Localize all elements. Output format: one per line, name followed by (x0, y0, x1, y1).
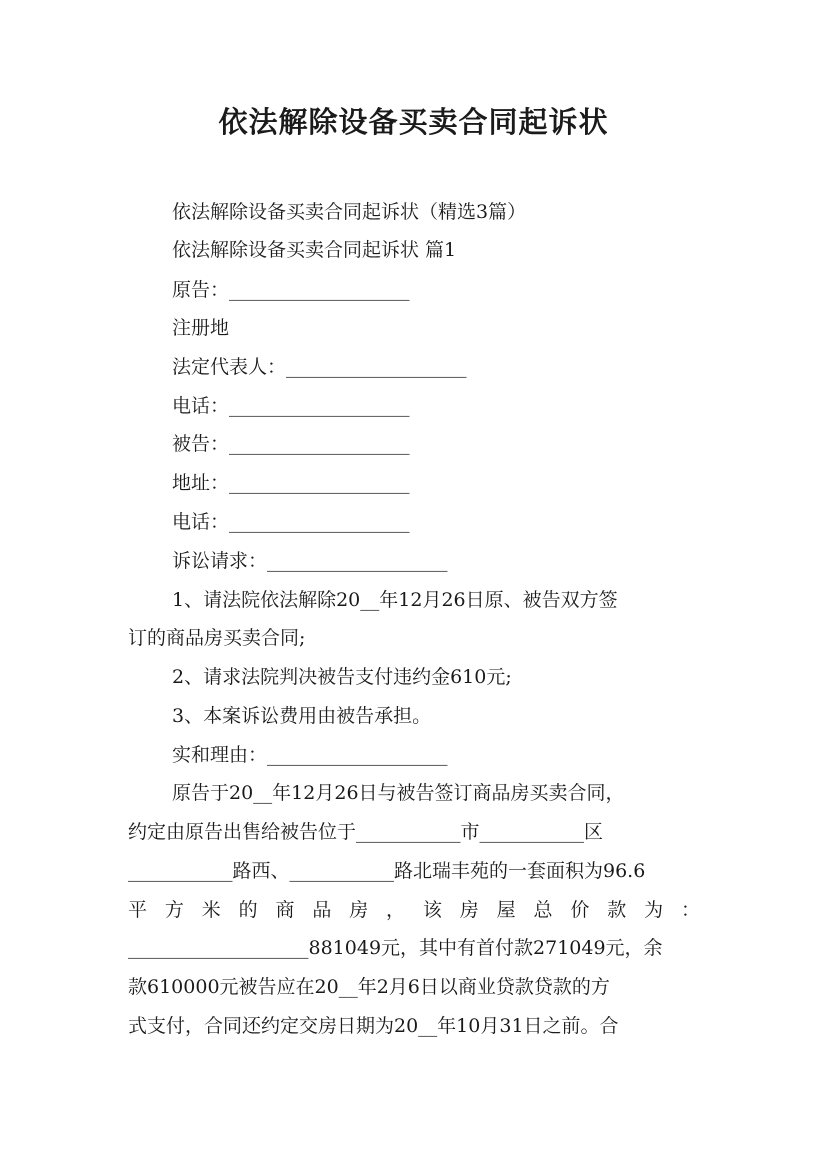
section-heading: 依法解除设备买卖合同起诉状 篇1 (172, 239, 457, 261)
claim-1-line-2: 订的商品房买卖合同; (128, 627, 306, 649)
facts-paragraph-line: 款610000元被告应在20__年2月6日以商业贷款贷款的方 (128, 976, 610, 998)
plaintiff-phone-field: 电话：___________________ (172, 395, 410, 417)
facts-and-reasons-field: 实和理由：___________________ (172, 744, 448, 766)
facts-paragraph-line: 平方米的商品房，该房屋总价款为： (128, 899, 700, 921)
legal-representative-field: 法定代表人：___________________ (172, 356, 467, 378)
claim-1-line-1: 1、请法院依法解除20__年12月26日原、被告双方签 (172, 589, 618, 611)
claims-field: 诉讼请求：___________________ (172, 550, 448, 572)
facts-paragraph-line: 原告于20__年12月26日与被告签订商品房买卖合同， (172, 782, 625, 804)
facts-paragraph-line: 约定由原告出售给被告位于___________市___________区 (128, 821, 604, 843)
facts-paragraph-line: ___________________881049元，其中有首付款271049元，余 (128, 937, 663, 959)
defendant-field: 被告：___________________ (172, 433, 410, 455)
claim-2: 2、请求法院判决被告支付违约金610元; (172, 666, 512, 688)
defendant-address-field: 地址：___________________ (172, 472, 410, 494)
registered-address-field: 注册地 (172, 317, 230, 339)
facts-paragraph-line: ___________路西、___________路北瑞丰苑的一套面积为96.6 (128, 860, 646, 882)
subtitle-line: 依法解除设备买卖合同起诉状（精选3篇） (172, 201, 527, 223)
document-title: 依法解除设备买卖合同起诉状 (218, 105, 609, 139)
plaintiff-field: 原告：___________________ (172, 279, 410, 301)
defendant-phone-field: 电话：___________________ (172, 511, 410, 533)
claim-3: 3、本案诉讼费用由被告承担。 (172, 705, 432, 727)
facts-paragraph-line: 式支付，合同还约定交房日期为20__年10月31日之前。合 (128, 1015, 619, 1037)
